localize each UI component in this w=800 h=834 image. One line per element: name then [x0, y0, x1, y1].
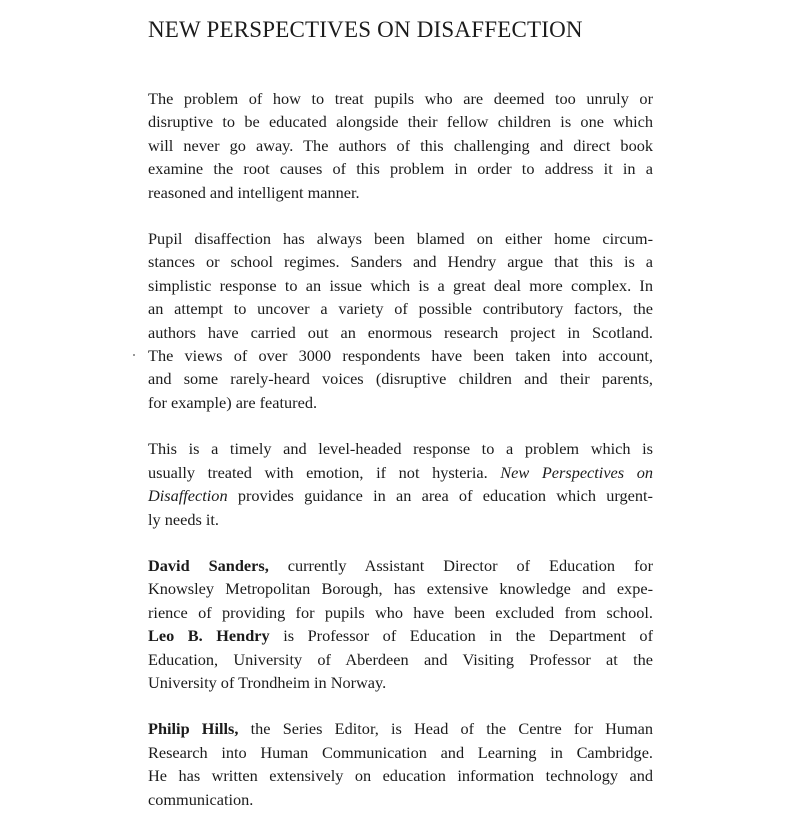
text-line: reasoned and intelligent manner. — [148, 182, 360, 202]
author-name: David Sanders, — [148, 555, 269, 575]
book-back-cover — [148, 14, 653, 834]
text-line — [148, 624, 653, 647]
editor-name: Philip Hills, — [148, 719, 239, 739]
text-line: simplistic response to an issue which is a great deal more complex. In — [148, 275, 653, 295]
text-line — [148, 554, 653, 577]
text-line: will never go away. The authors of this challenging and direct book — [148, 135, 653, 155]
text-line: The problem of how to treat pupils who are deemed too unruly or — [148, 89, 653, 108]
text-segment: the Series Editor, is Head of the Centre for Human — [250, 719, 654, 739]
text-line: authors have carried out an enormous research project in Scotland. — [148, 322, 653, 342]
text-line: Knowsley Metropolitan Borough, has extensive knowledge and expe- — [148, 579, 653, 599]
paragraph-authors — [148, 554, 653, 694]
text-line — [148, 484, 653, 507]
text-line: communication. — [148, 789, 254, 809]
paragraph-intro — [148, 87, 653, 204]
text-segment: is Professor of Education in the Department of — [283, 626, 653, 646]
paragraph-editor — [148, 717, 653, 811]
text-line: Pupil disaffection has always been blamed on either home circum- — [148, 229, 653, 249]
text-line: and some rarely-heard voices (disruptive children and their parents, — [148, 369, 653, 389]
book-title-italic: New Perspectives on — [500, 462, 654, 482]
text-line: ly needs it. — [148, 509, 219, 529]
text-segment: currently Assistant Director of Education for — [287, 555, 653, 575]
text-line: examine the root causes of this problem in order to address it in a — [148, 159, 653, 179]
text-line: University of Trondheim in Norway. — [148, 672, 387, 692]
author-name: Leo B. Hendry — [148, 626, 270, 646]
text-line: stances or school regimes. Sanders and Hendry argue that this is a — [148, 252, 653, 272]
text-line — [148, 461, 653, 484]
text-line: This is a timely and level-headed response to a problem which is — [148, 439, 653, 459]
text-line: for example) are featured. — [148, 392, 318, 412]
text-line — [148, 717, 653, 740]
book-title-italic: Disaffection — [148, 486, 228, 506]
text-line: an attempt to uncover a variety of possible contributory factors, the — [148, 299, 653, 319]
text-line: Education, University of Aberdeen and Visiting Professor at the — [148, 649, 653, 669]
scan-speck — [133, 354, 135, 356]
text-line: disruptive to be educated alongside their fellow children is one which — [148, 112, 653, 132]
text-line: Research into Human Communication and Learning in Cambridge. — [148, 742, 653, 762]
text-segment: provides guidance in an area of education which urgent- — [237, 486, 653, 506]
paragraph-summary — [148, 437, 653, 531]
paragraph-research — [148, 227, 653, 414]
text-line: rience of providing for pupils who have been excluded from school. — [148, 602, 653, 622]
page-title: NEW PERSPECTIVES ON DISAFFECTION — [148, 17, 583, 42]
text-segment: usually treated with emotion, if not hysteria. — [148, 462, 488, 482]
text-line: The views of over 3000 respondents have been taken into account, — [148, 346, 653, 366]
text-line: He has written extensively on education information technology and — [148, 766, 653, 786]
